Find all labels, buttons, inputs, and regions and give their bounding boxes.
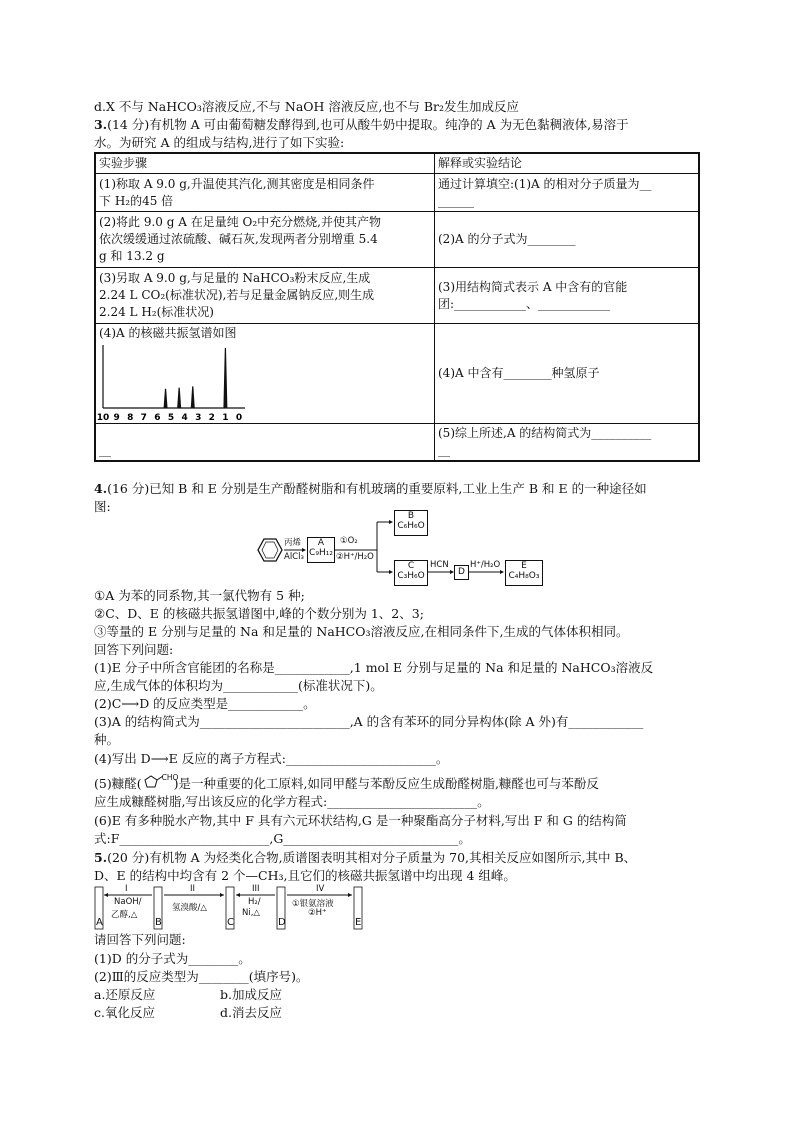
furfural-cho-label: CHO [161, 773, 179, 782]
nmr-tick-label: 6 [154, 413, 161, 423]
q4-sub2: (2)C⟶D 的反应类型是____________。 [94, 696, 316, 711]
compound-d-box: D [454, 565, 469, 580]
furfural-structure-icon [142, 773, 179, 792]
step-ii-label: II [190, 884, 196, 894]
table-row [95, 174, 699, 212]
reagent-acid-water: ②H⁺/H₂O [336, 552, 374, 562]
q5-intro-line1 [94, 849, 636, 866]
table-row [95, 268, 699, 324]
result-text: (2)A 的分子式为________ [438, 232, 576, 246]
step-cell [95, 212, 435, 268]
compound-formula: C₆H₆O [397, 521, 425, 531]
header-result: 解释或实验结论 [435, 153, 700, 174]
nmr-peak [191, 386, 195, 408]
compound-formula: C₉H₁₂ [309, 548, 333, 558]
step-text: (4)A 的核磁共振氢谱如图 [99, 326, 237, 340]
step-text: 2.24 L CO₂(标准状况),若与足量金属钠反应,则生成 [99, 288, 375, 302]
nmr-peak [177, 388, 181, 408]
compound-a-box [307, 537, 335, 563]
q5-sub1: (1)D 的分子式为________。 [94, 951, 251, 966]
compound-formula: C₃H₆O [397, 571, 425, 581]
compound-e-box [505, 560, 543, 586]
reagent-alcl3: AlCl₃ [284, 552, 304, 562]
q4-intro-line2: 图: [94, 499, 111, 514]
q3-intro-text-1: (14 分)有机物 A 可由葡萄糖发酵得到,也可从酸牛奶中提取。纯净的 A 为无色黏稠液体,易溶于 [107, 117, 629, 132]
q4-sub5-line1 [94, 775, 599, 792]
compound-label: A [317, 538, 325, 548]
nmr-spectrum [96, 344, 249, 423]
reagent-o2: ①O₂ [340, 536, 358, 546]
result-text: (5)综上所述,A 的结构简式为__________ [438, 426, 652, 440]
step-iii-label: III [252, 884, 260, 894]
q4-sub3-line1: (3)A 的结构简式为________________________,A 的含有苯环的同分异构体(除 A 外)有____________ [94, 714, 644, 729]
q4-sub5-line2: 应生成糠醛树脂,写出该反应的化学方程式:________________________。 [94, 794, 490, 809]
result-cell [435, 212, 700, 268]
reagent-hcn: HCN [430, 560, 449, 570]
result-text: 通过计算填空:(1)A 的相对分子质量为__ [438, 176, 652, 191]
option-b: b.加成反应 [220, 987, 282, 1002]
step-text: __ [99, 443, 111, 457]
nmr-tick-label: 3 [195, 413, 202, 423]
result-cell [435, 174, 700, 212]
result-text: (4)A 中含有________种氢原子 [438, 366, 600, 380]
step-iv-cond-1: ①银氨溶液 [292, 899, 334, 909]
result-cell [435, 324, 700, 424]
nmr-peak [223, 348, 227, 408]
experiment-table [94, 152, 700, 462]
result-cell [435, 268, 700, 324]
option-c: c.氧化反应 [94, 1005, 155, 1020]
q5-option-row-1 [94, 986, 282, 1003]
nmr-spectrum-graphic [96, 344, 249, 423]
step-iv-cond-2: ②H⁺ [308, 908, 327, 918]
q5-answer-prompt: 请回答下列问题: [94, 932, 186, 947]
step-text: g 和 13.2 g [99, 249, 165, 263]
step-iii-cond-2: Ni,△ [242, 908, 260, 918]
option-d: d.X 不与 NaHCO₃溶液反应,不与 NaOH 溶液反应,也不与 Br₂发生加成反应 [94, 99, 520, 114]
q3-number: 3. [94, 117, 108, 132]
option-d-q5: d.消去反应 [220, 1005, 282, 1020]
table-row [95, 424, 699, 462]
step-cell [95, 174, 435, 212]
q4-number: 4. [94, 481, 108, 496]
header-step: 实验步骤 [95, 153, 435, 174]
step-text: 下 H₂的45 倍 [99, 193, 174, 208]
step-text: 2.24 L H₂(标准状况) [99, 305, 214, 319]
q4-sub6-line2: 式:F________________________,G____________________________。 [94, 831, 471, 846]
reagent-acid-water-2: H⁺/H₂O [470, 560, 501, 570]
table-row [95, 324, 699, 424]
step-text: (1)称取 A 9.0 g,升温使其汽化,测其密度是相同条件 [99, 176, 375, 191]
compound-label: B [407, 511, 415, 521]
step-i-cond-1: NaOH/ [114, 897, 142, 907]
table-row [95, 212, 699, 268]
q3-intro-line2: 水。为研究 A 的组成与结构,进行了如下实验: [94, 135, 345, 150]
result-text: 团:____________、____________ [438, 296, 611, 311]
q4-intro-line1 [94, 480, 647, 497]
node-a: A [96, 917, 103, 928]
furfural-text: )是一种重要的化工原料,如同甲醛与苯酚反应生成酚醛树脂,糠醛也可与苯酚反 [173, 776, 599, 791]
step-iv-label: IV [316, 884, 325, 894]
step-cell [95, 268, 435, 324]
q4-sub3-line2: 种。 [94, 732, 120, 747]
compound-c-box [394, 560, 428, 586]
nmr-tick-label: 4 [181, 413, 188, 423]
q3-intro-line1 [94, 116, 629, 133]
table-header-row [95, 153, 699, 174]
step-cell [95, 324, 435, 424]
q5-reaction-scheme [94, 884, 366, 930]
q4-condition-2: ②C、D、E 的核磁共振氢谱图中,峰的个数分别为 1、2、3; [94, 606, 424, 621]
q4-answer-prompt: 回答下列问题: [94, 642, 174, 657]
q4-intro-text-1: (16 分)已知 B 和 E 分别是生产酚醛树脂和有机玻璃的重要原料,工业上生产 B 和 E 的一种途径如 [107, 481, 647, 496]
q5-sub2: (2)Ⅲ的反应类型为________(填序号)。 [94, 969, 309, 984]
node-e: E [355, 917, 362, 928]
step-i-label: I [125, 884, 128, 894]
option-a: a.还原反应 [94, 987, 156, 1002]
nmr-tick-label: 7 [140, 413, 147, 423]
q4-sub6-line1: (6)E 有多种脱水产物,其中 F 具有六元环状结构,G 是一种聚酯高分子材料,写出 F 和 G 的结构简 [94, 813, 627, 828]
result-text: __ [438, 443, 450, 457]
nmr-tick-label: 1 [222, 413, 229, 423]
nmr-tick-label: 5 [167, 413, 175, 423]
nmr-tick-label: 2 [208, 413, 215, 423]
q5-intro-text-1: (20 分)有机物 A 为烃类化合物,质谱图表明其相对分子质量为 70,其相关反应如图所示,其中 B、 [107, 850, 637, 865]
step-i-cond-2: 乙醇,△ [111, 910, 138, 920]
q4-condition-3: ③等量的 E 分别与足量的 Na 和足量的 NaHCO₃溶液反应,在相同条件下,生成的气体体积相同。 [94, 624, 629, 639]
q4-sub4: (4)写出 D⟶E 反应的离子方程式:________________________。 [94, 751, 449, 766]
compound-label: C [407, 561, 415, 571]
nmr-tick-label: 10 [96, 413, 110, 423]
compound-formula: C₄H₈O₃ [508, 571, 540, 581]
q5-intro-line2: D、E 的结构中均含有 2 个—CH₃,且它们的核磁共振氢谱中均出现 4 组峰。 [94, 868, 516, 883]
nmr-tick-label: 0 [235, 413, 243, 423]
reagent-propene: 丙烯 [284, 538, 302, 548]
result-text: (3)用结构简式表示 A 中含有的官能 [438, 279, 628, 294]
result-cell [435, 424, 700, 462]
compound-b-box [394, 510, 428, 536]
node-c: C [227, 917, 234, 928]
q4-reaction-scheme [254, 510, 554, 586]
step-ii-cond: 氢溴酸/△ [172, 903, 207, 913]
nmr-tick-label: 9 [113, 413, 120, 423]
q4-sub1-line1: (1)E 分子中所含官能团的名称是____________,1 mol E 分别与足量的 Na 和足量的 NaHCO₃溶液反 [94, 660, 654, 675]
furfural-prefix: (5)糠醛( [94, 776, 142, 791]
compound-label: E [521, 561, 527, 571]
step-text: (2)将此 9.0 g A 在足量纯 O₂中充分燃烧,并使其产物 [99, 215, 381, 229]
step-text: (3)另取 A 9.0 g,与足量的 NaHCO₃粉末反应,生成 [99, 271, 371, 285]
step-cell [95, 424, 435, 462]
nmr-tick-label: 8 [127, 413, 134, 423]
step-text: 依次缓缓通过浓硫酸、碱石灰,发现两者分别增重 5.4 [99, 232, 378, 246]
q5-number: 5. [94, 850, 108, 865]
q4-condition-1: ①A 为苯的同系物,其一氯代物有 5 种; [94, 588, 305, 603]
q4-sub1-line2: 应,生成气体的体积均为____________(标准状况下)。 [94, 678, 383, 693]
result-text: ______ [438, 193, 474, 208]
nmr-peak [164, 389, 168, 408]
node-b: B [155, 917, 162, 928]
q5-option-row-2 [94, 1004, 282, 1021]
step-iii-cond-1: H₂/ [248, 897, 261, 907]
node-d: D [278, 917, 286, 928]
